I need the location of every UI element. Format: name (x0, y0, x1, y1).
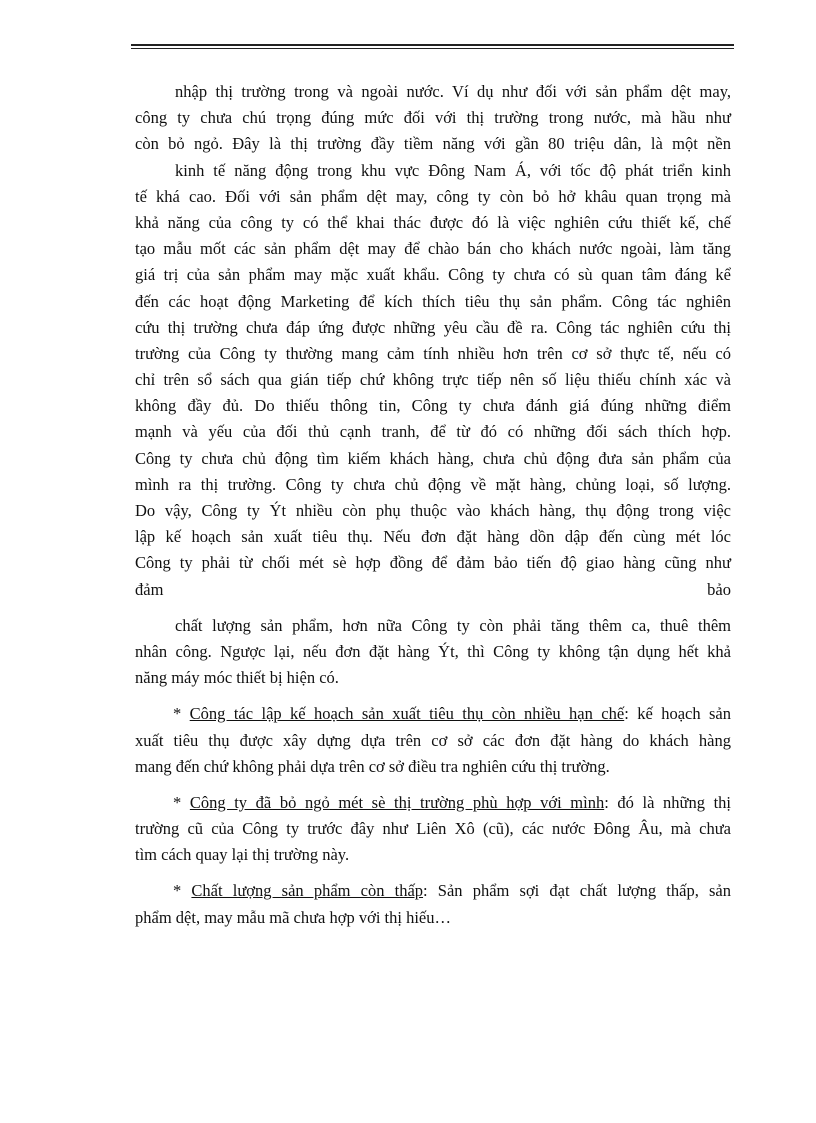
text-line: trường của Công ty thường mang cảm tính nhiều hơn trên cơ sở thực tế, nếu có (135, 343, 731, 363)
text-line: xuất tiêu thụ được xây dựng dựa trên cơ sở các đơn đặt hàng do khách hàng (135, 730, 731, 750)
text-line: Công ty chưa chủ động tìm kiếm khách hàng, chưa chủ động đưa sản phẩm của (135, 448, 731, 468)
text-line: phẩm dệt, may mẫu mã chưa hợp với thị hiếu… (135, 907, 451, 927)
bullet-quality (135, 878, 731, 930)
text-line: mang đến chứ không phải dựa trên cơ sở điều tra nghiên cứu thị trường. (135, 756, 610, 776)
text-line: mạnh và yếu của đối thủ cạnh tranh, để từ đó có những đối sách thích hợp. (135, 422, 731, 442)
text-line: không đầy đủ. Do thiếu thông tin, Công ty chưa đánh giá đúng những điểm (135, 396, 731, 416)
bullet-heading: Công ty đã bỏ ngỏ mét sè thị trường phù hợp với mình (189, 792, 605, 812)
bullet-heading: Công tác lập kế hoạch sản xuất tiêu thụ còn nhiều hạn chế (189, 704, 625, 724)
text-line: nhập thị trường trong và ngoài nước. Ví dụ như đối với sản phẩm dệt may, (175, 82, 731, 101)
text-line: Do vậy, Công ty Ýt nhiều còn phụ thuộc vào khách hàng, thụ động trong việc (135, 501, 731, 520)
text-line: chỉ trên sổ sách qua gián tiếp chứ không trực tiếp nên số liệu thiếu chính xác và (135, 370, 731, 390)
text-line: tế khá cao. Đối với sản phẩm dệt may, công ty còn bỏ hở khâu quan trọng mà (135, 186, 731, 206)
bullet-text: : Sản phẩm sợi đạt chất lượng thấp, sản (423, 881, 731, 901)
bullet-first-line (135, 878, 731, 904)
paragraph-1 (135, 79, 731, 603)
bullet-marker: * (173, 704, 190, 724)
text-line: nhân công. Ngược lại, nếu đơn đặt hàng Ýt, thì Công ty không tận dụng hết khả (135, 641, 731, 661)
bullet-planning (135, 701, 731, 780)
text-line: giá trị của sản phẩm may mặc xuất khẩu. Công ty chưa có sù quan tâm đáng kể (135, 265, 731, 285)
text-line: kinh tế năng động trong khu vực Đông Nam Á, với tốc độ phát triển kinh (175, 160, 731, 180)
bullet-first-line (135, 790, 731, 816)
text-line: tìm cách quay lại thị trường này. (135, 845, 350, 865)
text-line: công ty chưa chú trọng đúng mức đối với thị trường trong nước, mà hầu như (135, 108, 731, 128)
text-line: năng máy móc thiết bị hiện có. (135, 668, 339, 688)
bullet-marker: * (173, 792, 190, 812)
text-line: mình ra thị trường. Công ty chưa chủ động về mặt hàng, chủng loại, số lượng. (135, 474, 731, 494)
bullet-text: : đó là những thị (604, 792, 731, 812)
paragraph-2 (135, 613, 731, 692)
document-body (135, 79, 731, 931)
text-line: tạo mẫu mốt các sản phẩm dệt may để chào bán cho khách nước ngoài, làm tăng (135, 239, 731, 259)
text-line: đảm bảo (135, 579, 731, 599)
text-line: trường cũ của Công ty trước đây như Liên Xô (cũ), các nước Đông Âu, mà chưa (135, 819, 731, 839)
header-rule-thick (131, 44, 734, 46)
text-line: cứu thị trường chưa đáp ứng được những yêu cầu đề ra. Công tác nghiên cứu thị (135, 317, 731, 337)
text-line: Công ty phải từ chối mét sè hợp đồng để đảm bảo tiến độ giao hàng cũng như (135, 553, 731, 573)
text-line: đến các hoạt động Marketing để kích thích tiêu thụ sản phẩm. Công tác nghiên (135, 291, 731, 311)
text-line: khả năng của công ty có thể khai thác được đó là việc nghiên cứu thiết kế, chế (135, 212, 731, 232)
bullet-heading: Chất lượng sản phẩm còn thấp (191, 881, 424, 901)
bullet-marker: * (173, 881, 192, 901)
bullet-markets (135, 790, 731, 869)
header-rule-thin (131, 48, 734, 49)
text-line: lập kế hoạch sản xuất tiêu thụ. Nếu đơn đặt hàng dồn dập đến cùng mét lóc (135, 527, 731, 547)
bullet-text: : kế hoạch sản (624, 704, 731, 724)
bullet-first-line (135, 701, 731, 727)
text-line: còn bỏ ngỏ. Đây là thị trường đầy tiềm năng với gần 80 triệu dân, là một nền (135, 134, 731, 154)
text-line: chất lượng sản phẩm, hơn nữa Công ty còn phải tăng thêm ca, thuê thêm (175, 615, 731, 635)
